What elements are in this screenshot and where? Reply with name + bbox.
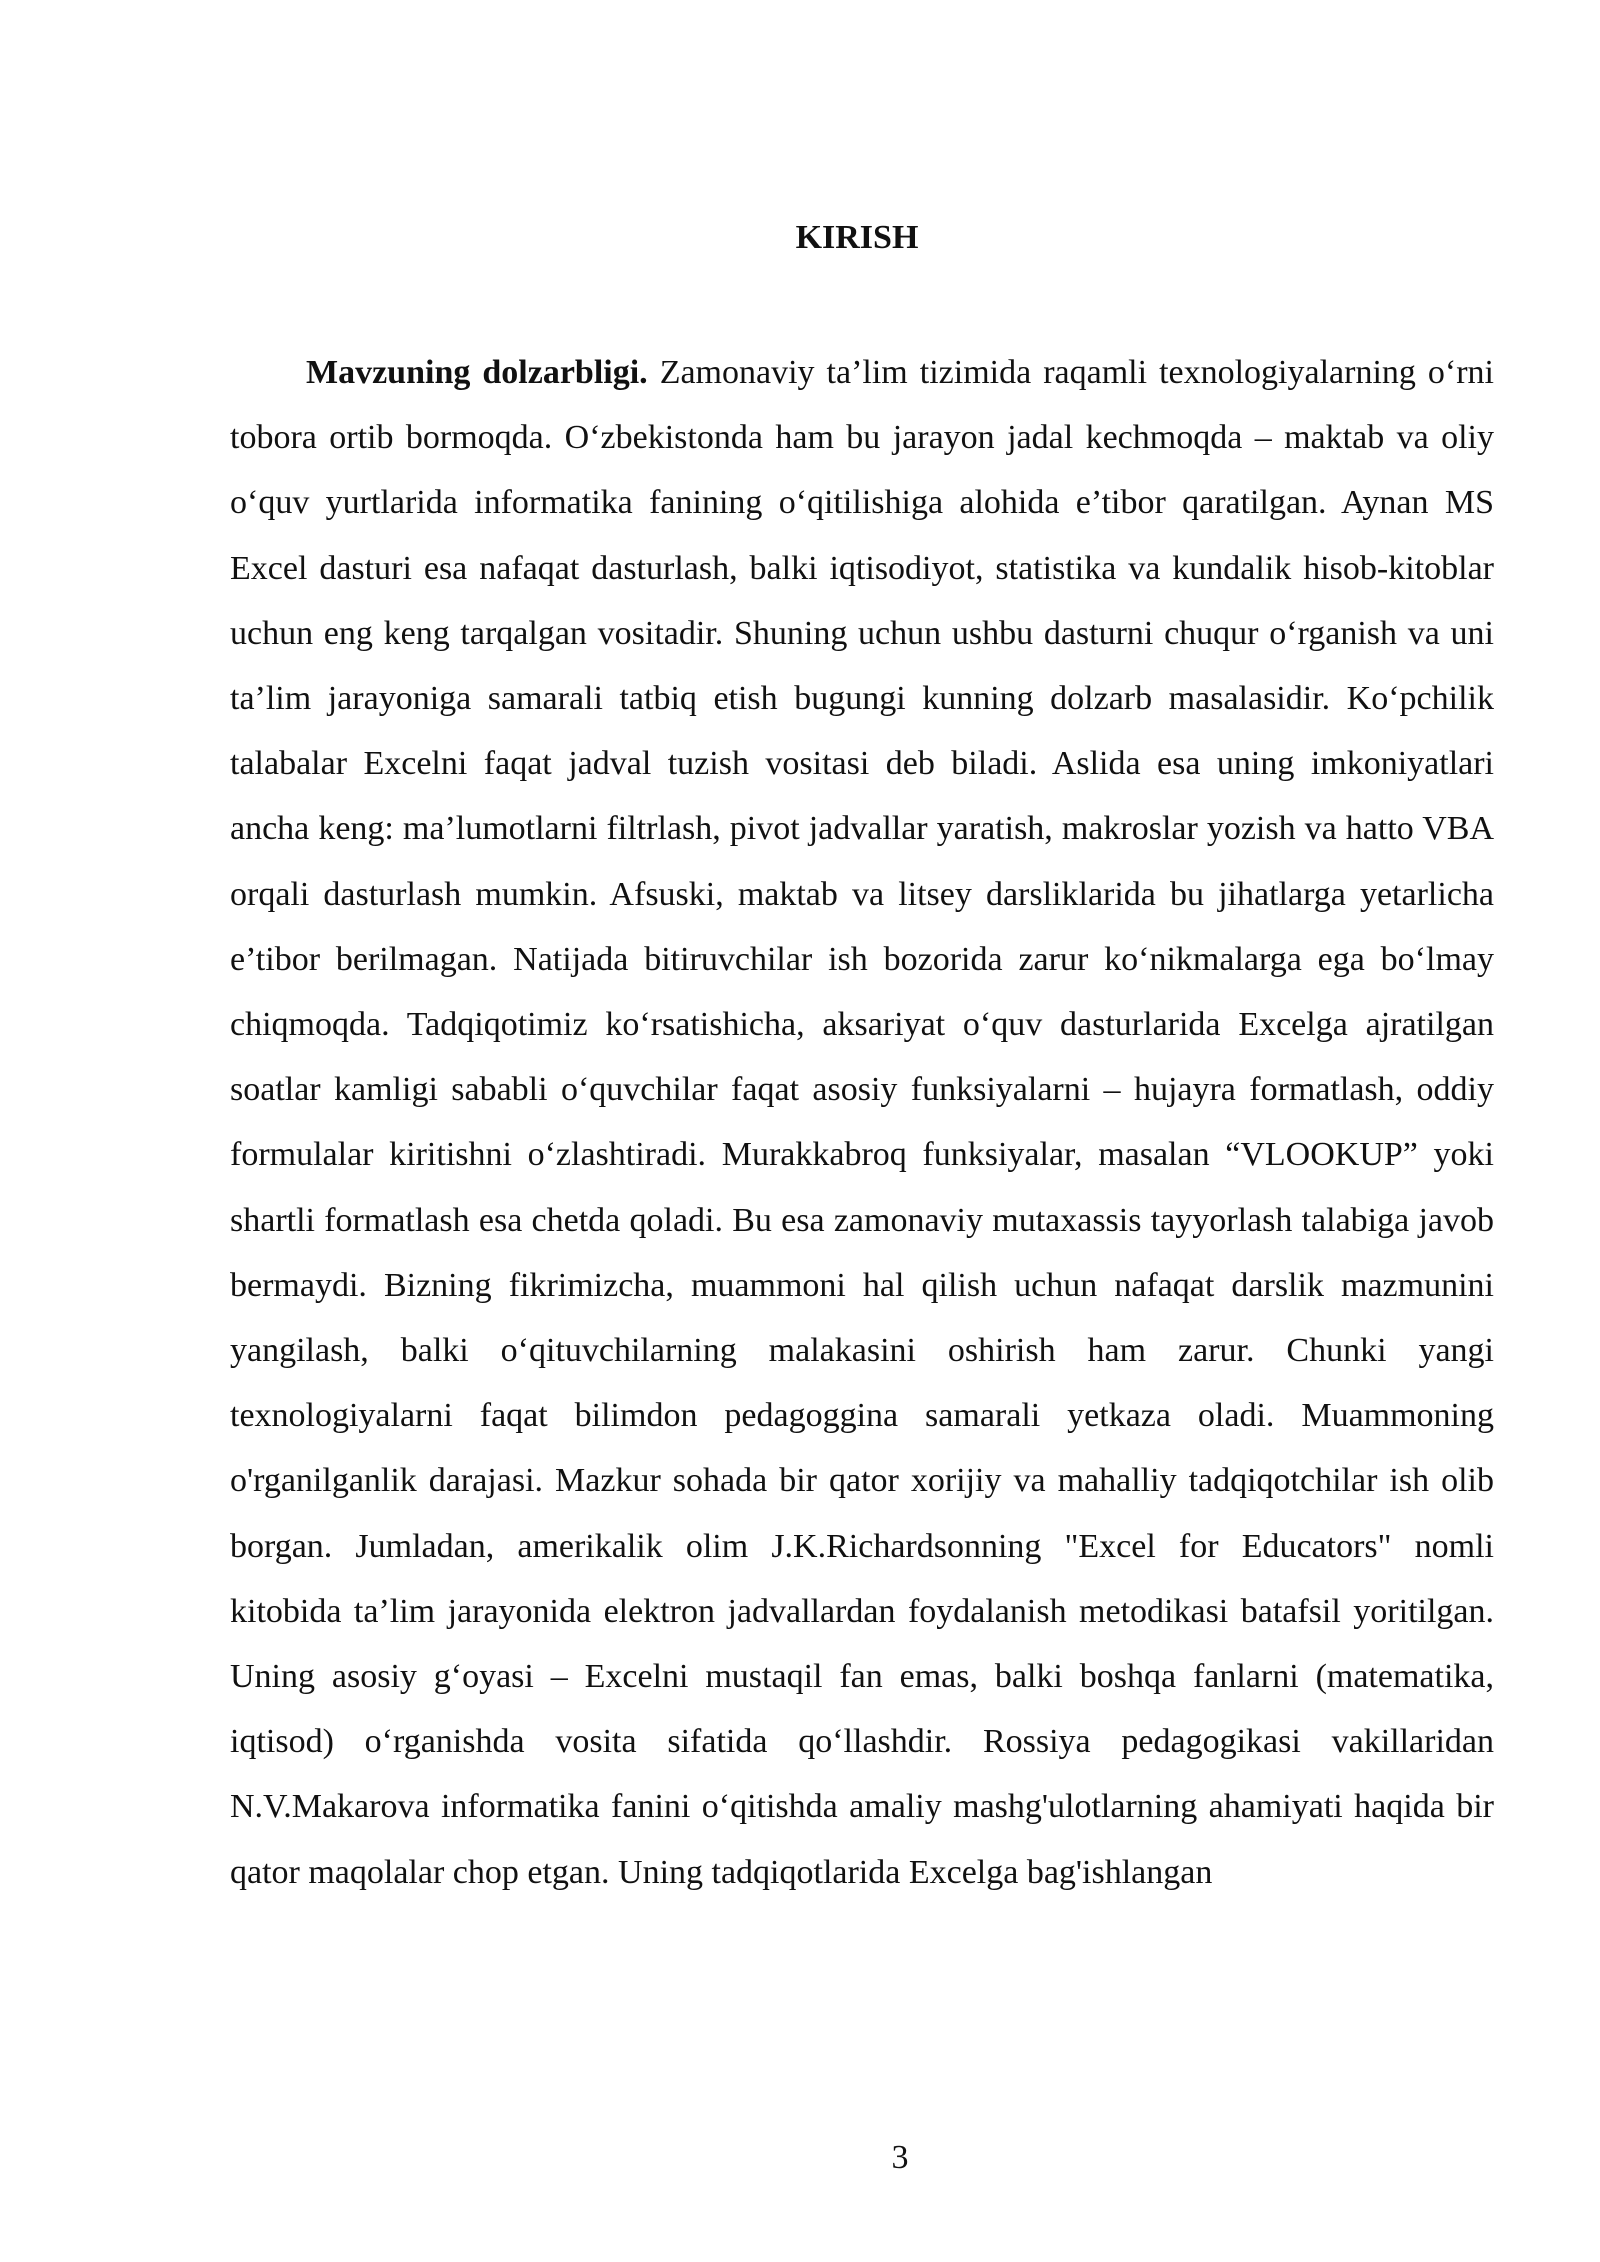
- body-paragraph: [230, 340, 1494, 1905]
- page-number: 3: [891, 2139, 909, 2176]
- paragraph-text: Zamonaviy ta’lim tizimida raqamli texnologiyalarning o‘rni tobora ortib bormoqda. O‘zbekistonda ham bu jarayon jadal kechmoqda – maktab va oliy o‘quv yurtlarida informatika fanining o‘qitilishiga alohida e’tibor qaratilgan. Aynan MS Excel dasturi esa nafaqat dasturlash, balki iqtisodiyot, statistika va kundalik hisob-kitoblar uchun eng keng tarqalgan vositadir. Shuning uchun ushbu dasturni chuqur o‘rganish va uni ta’lim jarayoniga samarali tatbiq etish bugungi kunning dolzarb masalasidir. Ko‘pchilik talabalar Excelni faqat jadval tuzish vositasi deb biladi. Aslida esa uning imkoniyatlari ancha keng: ma’lumotlarni filtrlash, pivot jadvallar yaratish, makroslar yozish va hatto VBA orqali dasturlash mumkin. Afsuski, maktab va litsey darsliklarida bu jihatlarga yetarlicha e’tibor berilmagan. Natijada bitiruvchilar ish bozorida zarur ko‘nikmalarga ega bo‘lmay chiqmoqda. Tadqiqotimiz ko‘rsatishicha, aksariyat o‘quv dasturlarida Excelga ajratilgan soatlar kamligi sababli o‘quvchilar faqat asosiy funksiyalarni – hujayra formatlash, oddiy formulalar kiritishni o‘zlashtiradi. Murakkabroq funksiyalar, masalan “VLOOKUP” yoki shartli formatlash esa chetda qoladi. Bu esa zamonaviy mutaxassis tayyorlash talabiga javob bermaydi. Bizning fikrimizcha, muammoni hal qilish uchun nafaqat darslik mazmunini yangilash, balki o‘qituvchilarning malakasini oshirish ham zarur. Chunki yangi texnologiyalarni faqat bilimdon pedagoggina samarali yetkaza oladi. Muammoning o'rganilganlik darajasi. Mazkur sohada bir qator xorijiy va mahalliy tadqiqotchilar ish olib borgan. Jumladan, amerikalik olim J.K.Richardsonning "Excel for Educators" nomli kitobida ta’lim jarayonida elektron jadvallardan foydalanish metodikasi batafsil yoritilgan. Uning asosiy g‘oyasi – Excelni mustaqil fan emas, balki boshqa fanlarni (matematika, iqtisod) o‘rganishda vosita sifatida qo‘llashdir. Rossiya pedagogikasi vakillaridan N.V.Makarova informatika fanini o‘qitishda amaliy mashg'ulotlarning ahamiyati haqida bir qator maqolalar chop etgan. Uning tadqiqotlarida Excelga bag'ishlangan: [230, 354, 1495, 1891]
- section-heading: KIRISH: [795, 219, 919, 256]
- paragraph-lead: Mavzuning dolzarbligi.: [306, 354, 648, 391]
